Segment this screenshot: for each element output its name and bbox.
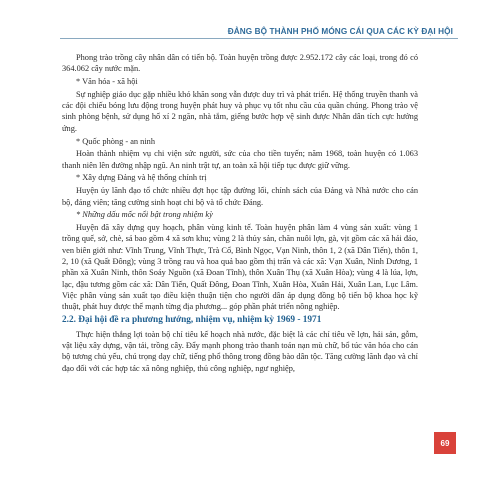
page-number: 69 — [434, 432, 456, 454]
paragraph: Thực hiện thắng lợi toàn bộ chỉ tiêu kế hoạch nhà nước, đặc biệt là các chỉ tiêu về lợn, hải sản, gỗm, vật liệu xây dựng, vận tải, trồng cây. Đẩy mạnh phong trào thanh toán nạn mù chữ, bổ túc văn hóa cho cán bộ tương chủ yếu, chú trọng dạy chữ, tiếng phổ thông trong đồng bào dân tộc. Tăng cường lãnh đạo và chỉ đạo đối với các hợp tác xã nông nghiệp, thủ công nghiệp, ngư nghiệp, — [62, 329, 418, 373]
paragraph: Hoàn thành nhiệm vụ chi viện sức người, sức của cho tiền tuyến; năm 1968, toàn huyện có 1.063 thanh niên lên đường nhập ngũ. An ninh trật tự, an toàn xã hội tiếp tục được giữ vững. — [62, 149, 418, 170]
paragraph: Phong trào trồng cây nhân dân có tiến bộ. Toàn huyện trồng được 2.952.172 cây các loại, trong đó có 364.062 cây nước mặn. — [62, 53, 418, 74]
section-title: 2.2. Đại hội đề ra phương hướng, nhiệm vụ, nhiệm kỳ 1969 - 1971 — [62, 314, 322, 325]
running-header: ĐẢNG BỘ THÀNH PHỐ MÓNG CÁI QUA CÁC KỲ ĐẠI HỘI — [227, 27, 453, 36]
subheading-culture: * Văn hóa - xã hội — [76, 77, 138, 87]
page-body — [62, 52, 418, 376]
subheading-party: * Xây dựng Đảng và hệ thống chính trị — [76, 173, 207, 183]
subheading-milestones: * Những dấu mốc nổi bật trong nhiệm kỳ — [76, 210, 213, 220]
header-divider — [60, 38, 458, 39]
subheading-defense: * Quốc phòng - an ninh — [76, 136, 156, 146]
paragraph: Huyện ủy lãnh đạo tổ chức nhiều đợt học tập đường lối, chính sách của Đảng và Nhà nước cho cán bộ, đảng viên; tăng cường sinh hoạt chi bộ và tổ chức Đảng. — [62, 186, 418, 207]
paragraph: Sự nghiệp giáo dục gặp nhiều khó khăn song vẫn được duy trì và phát triển. Hệ thống truyền thanh và các đội chiếu bóng lưu động trong huyện phát huy và phục vụ tốt nhu cầu của quần chúng. Phong trào vệ sinh phòng bệnh, sử dụng hố xí 2 ngăn, nhà tắm, giếng bước hợp vệ sinh được Nhân dân tích cực hưởng ứng. — [62, 89, 418, 133]
paragraph: Huyện đã xây dựng quy hoạch, phân vùng kinh tế. Toàn huyện phân làm 4 vùng sản xuất: vùng 1 trồng quế, sở, chè, sả bao gồm 4 xã sơn khu; vùng 2 là thủy sản, chăn nuôi lợn, gà, vịt gồm các xã hải đảo, ven biên giới như: Vĩnh Trung, Vĩnh Thực, Trà Cổ, Bình Ngọc, Vạn Ninh, thôn 1, 2 (xã Dân Tiến), thôn 1, 2, 10 (xã Quất Đông); vùng 3 trồng rau và hoa quả bao gồm thị trấn và các xã: Vạn Xuân, Ninh Dương, 1 phần xã Xuân Ninh, thôn Soáy Nguồn (xã Đoan Tĩnh), thôn Xuân Thụ (xã Xuân Hòa); vùng 4 là lúa, lợn, lạc, đậu tương gồm các xã: Dân Tiến, Quất Đông, Đoan Tĩnh, Xuân Hòa, Xuân Hải, Xuân Lan, Lục Lâm. Việc phân vùng sản xuất tạo điều kiện thuận tiện cho người dân áp dụng đồng bộ tiến bộ khoa học kỹ thuật, phát huy được thế mạnh từng địa phương... góp phần phát triển nông nghiệp. — [62, 223, 418, 312]
